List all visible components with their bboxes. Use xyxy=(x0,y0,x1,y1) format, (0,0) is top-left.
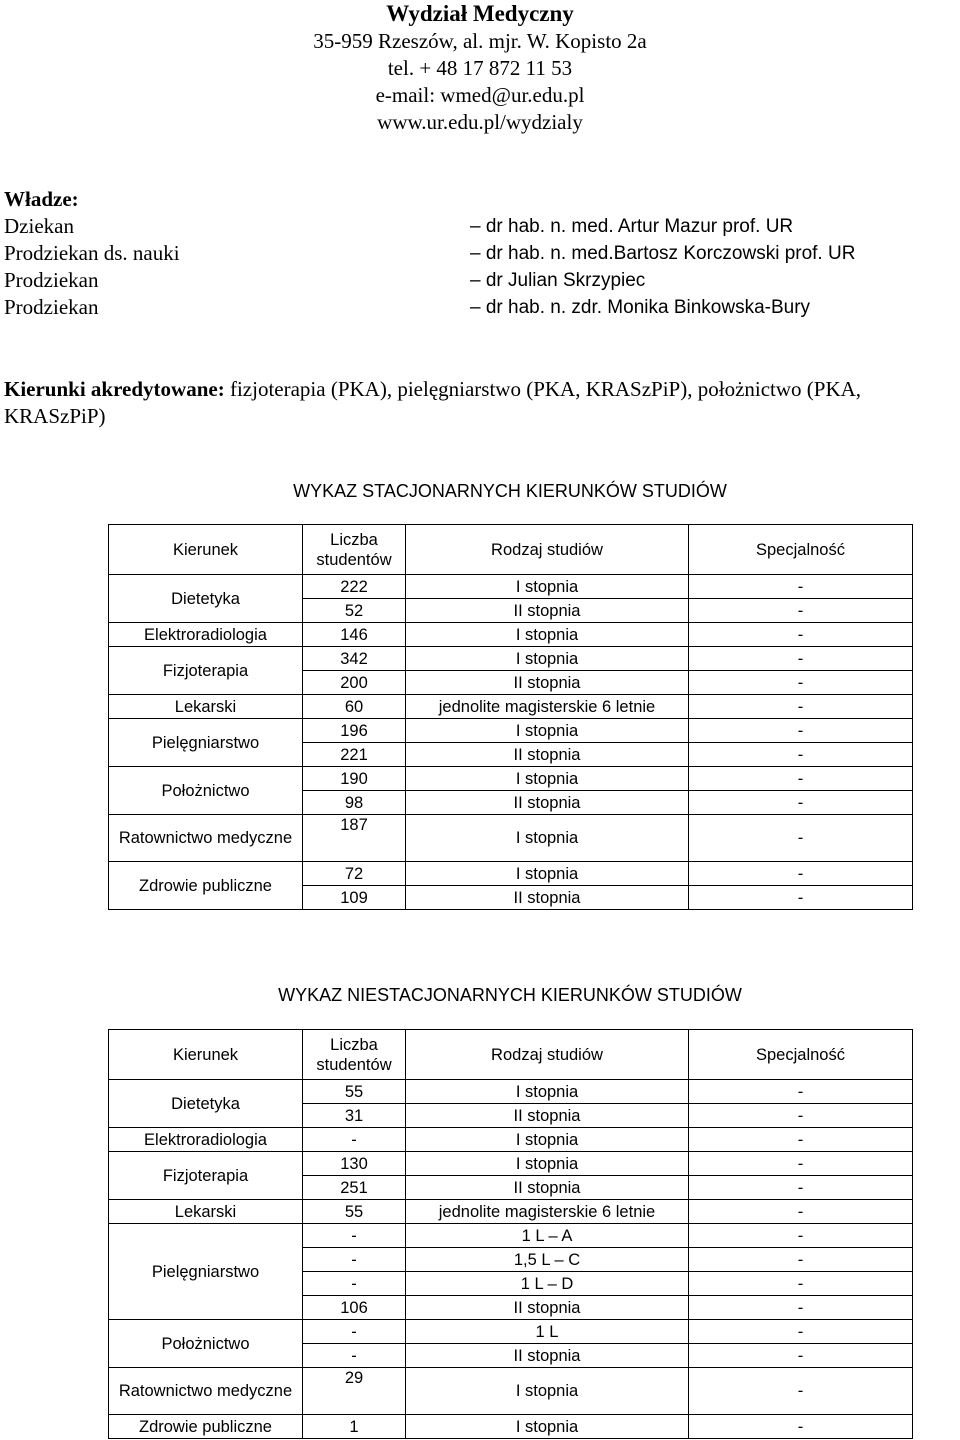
student-count-cell: 187 xyxy=(303,815,406,862)
specialty-cell: - xyxy=(689,1296,913,1320)
program-name-cell: Zdrowie publiczne xyxy=(109,1415,303,1439)
program-name-cell: Dietetyka xyxy=(109,575,303,623)
study-type-cell: II stopnia xyxy=(406,1176,689,1200)
stationary-programs-table xyxy=(108,524,913,910)
authority-name: – dr Julian Skrzypiec xyxy=(470,270,646,291)
student-count-cell: 251 xyxy=(303,1176,406,1200)
specialty-cell: - xyxy=(689,1104,913,1128)
specialty-cell: - xyxy=(689,743,913,767)
table-row xyxy=(109,575,913,599)
student-count-cell: - xyxy=(303,1344,406,1368)
student-count-cell: - xyxy=(303,1272,406,1296)
authorities-section xyxy=(4,186,954,321)
column-header-kierunek: Kierunek xyxy=(109,1030,303,1080)
accredited-text: fizjoterapia (PKA), pielęgniarstwo (PKA, KRASzPiP), położnictwo (PKA, KRASzPiP) xyxy=(4,377,862,428)
faculty-phone: tel. + 48 17 872 11 53 xyxy=(387,56,573,80)
accredited-label: Kierunki akredytowane: xyxy=(4,377,225,401)
student-count-cell: 1 xyxy=(303,1415,406,1439)
student-count-cell: 106 xyxy=(303,1296,406,1320)
program-name-cell: Fizjoterapia xyxy=(109,647,303,695)
student-count-cell: 146 xyxy=(303,623,406,647)
study-type-cell: II stopnia xyxy=(406,1296,689,1320)
specialty-cell: - xyxy=(689,695,913,719)
authority-name: – dr hab. n. med. Artur Mazur prof. UR xyxy=(470,216,794,237)
authority-role: Prodziekan xyxy=(4,268,99,292)
study-type-cell: II stopnia xyxy=(406,671,689,695)
table-row xyxy=(109,1320,913,1344)
study-type-cell: II stopnia xyxy=(406,1344,689,1368)
specialty-cell: - xyxy=(689,1320,913,1344)
column-header-specjalnosc: Specjalność xyxy=(689,1030,913,1080)
study-type-cell: II stopnia xyxy=(406,886,689,910)
study-type-cell: I stopnia xyxy=(406,719,689,743)
specialty-cell: - xyxy=(689,1415,913,1439)
student-count-cell: 55 xyxy=(303,1200,406,1224)
student-count-cell: - xyxy=(303,1248,406,1272)
table-header-row xyxy=(109,1030,913,1080)
table-row xyxy=(109,1368,913,1415)
stationary-table-title: WYKAZ STACJONARNYCH KIERUNKÓW STUDIÓW xyxy=(293,481,727,501)
student-count-cell: 60 xyxy=(303,695,406,719)
study-type-cell: II stopnia xyxy=(406,599,689,623)
table-row xyxy=(109,695,913,719)
table-row xyxy=(109,767,913,791)
program-name-cell: Położnictwo xyxy=(109,1320,303,1368)
specialty-cell: - xyxy=(689,1248,913,1272)
study-type-cell: I stopnia xyxy=(406,1128,689,1152)
student-count-cell: 221 xyxy=(303,743,406,767)
study-type-cell: II stopnia xyxy=(406,743,689,767)
student-count-cell: - xyxy=(303,1128,406,1152)
table-row xyxy=(109,647,913,671)
column-header-rodzaj: Rodzaj studiów xyxy=(406,525,689,575)
program-name-cell: Pielęgniarstwo xyxy=(109,719,303,767)
program-name-cell: Lekarski xyxy=(109,695,303,719)
specialty-cell: - xyxy=(689,623,913,647)
table-row xyxy=(109,1128,913,1152)
table-row xyxy=(109,1415,913,1439)
student-count-cell: 190 xyxy=(303,767,406,791)
student-count-cell: 29 xyxy=(303,1368,406,1415)
study-type-cell: I stopnia xyxy=(406,623,689,647)
student-count-cell: 52 xyxy=(303,599,406,623)
specialty-cell: - xyxy=(689,599,913,623)
study-type-cell: I stopnia xyxy=(406,575,689,599)
specialty-cell: - xyxy=(689,862,913,886)
column-header-liczba: Liczba studentów xyxy=(303,525,406,575)
study-type-cell: I stopnia xyxy=(406,647,689,671)
study-type-cell: 1 L – D xyxy=(406,1272,689,1296)
program-name-cell: Fizjoterapia xyxy=(109,1152,303,1200)
table-row xyxy=(109,1224,913,1248)
study-type-cell: 1,5 L – C xyxy=(406,1248,689,1272)
faculty-email: e-mail: wmed@ur.edu.pl xyxy=(375,83,585,107)
student-count-cell: 196 xyxy=(303,719,406,743)
specialty-cell: - xyxy=(689,1152,913,1176)
specialty-cell: - xyxy=(689,671,913,695)
study-type-cell: I stopnia xyxy=(406,1415,689,1439)
authority-role: Prodziekan ds. nauki xyxy=(4,241,180,265)
table-row xyxy=(109,1080,913,1104)
specialty-cell: - xyxy=(689,575,913,599)
specialty-cell: - xyxy=(689,1344,913,1368)
study-type-cell: I stopnia xyxy=(406,815,689,862)
specialty-cell: - xyxy=(689,1368,913,1415)
table-row xyxy=(109,719,913,743)
specialty-cell: - xyxy=(689,647,913,671)
specialty-cell: - xyxy=(689,886,913,910)
student-count-cell: - xyxy=(303,1224,406,1248)
faculty-address: 35-959 Rzeszów, al. mjr. W. Kopisto 2a xyxy=(313,29,647,53)
table-row xyxy=(109,862,913,886)
specialty-cell: - xyxy=(689,767,913,791)
study-type-cell: II stopnia xyxy=(406,1104,689,1128)
nonstationary-programs-table xyxy=(108,1029,913,1439)
student-count-cell: 109 xyxy=(303,886,406,910)
study-type-cell: I stopnia xyxy=(406,1368,689,1415)
study-type-cell: I stopnia xyxy=(406,862,689,886)
column-header-specjalnosc: Specjalność xyxy=(689,525,913,575)
study-type-cell: 1 L xyxy=(406,1320,689,1344)
specialty-cell: - xyxy=(689,1224,913,1248)
authority-role: Dziekan xyxy=(4,214,74,238)
program-name-cell: Lekarski xyxy=(109,1200,303,1224)
table-row xyxy=(109,1200,913,1224)
student-count-cell: 222 xyxy=(303,575,406,599)
program-name-cell: Zdrowie publiczne xyxy=(109,862,303,910)
authority-row xyxy=(4,267,954,294)
study-type-cell: I stopnia xyxy=(406,1152,689,1176)
study-type-cell: jednolite magisterskie 6 letnie xyxy=(406,695,689,719)
program-name-cell: Położnictwo xyxy=(109,767,303,815)
student-count-cell: 342 xyxy=(303,647,406,671)
specialty-cell: - xyxy=(689,1080,913,1104)
table-row xyxy=(109,1152,913,1176)
authority-row xyxy=(4,294,954,321)
accredited-programs xyxy=(4,376,956,430)
faculty-header xyxy=(0,0,960,136)
authority-name: – dr hab. n. med.Bartosz Korczowski prof. UR xyxy=(470,243,856,264)
column-header-liczba: Liczba studentów xyxy=(303,1030,406,1080)
study-type-cell: 1 L – A xyxy=(406,1224,689,1248)
program-name-cell: Elektroradiologia xyxy=(109,1128,303,1152)
program-name-cell: Ratownictwo medyczne xyxy=(109,1368,303,1415)
specialty-cell: - xyxy=(689,815,913,862)
program-name-cell: Ratownictwo medyczne xyxy=(109,815,303,862)
column-header-rodzaj: Rodzaj studiów xyxy=(406,1030,689,1080)
student-count-cell: 98 xyxy=(303,791,406,815)
table-row xyxy=(109,815,913,862)
authority-name: – dr hab. n. zdr. Monika Binkowska-Bury xyxy=(470,297,811,318)
authority-role: Prodziekan xyxy=(4,295,99,319)
authority-row xyxy=(4,240,954,267)
student-count-cell: 55 xyxy=(303,1080,406,1104)
specialty-cell: - xyxy=(689,1272,913,1296)
study-type-cell: jednolite magisterskie 6 letnie xyxy=(406,1200,689,1224)
nonstationary-table-title: WYKAZ NIESTACJONARNYCH KIERUNKÓW STUDIÓW xyxy=(278,985,742,1005)
column-header-kierunek: Kierunek xyxy=(109,525,303,575)
program-name-cell: Dietetyka xyxy=(109,1080,303,1128)
faculty-website: www.ur.edu.pl/wydzialy xyxy=(377,110,583,134)
specialty-cell: - xyxy=(689,791,913,815)
table-header-row xyxy=(109,525,913,575)
study-type-cell: I stopnia xyxy=(406,1080,689,1104)
student-count-cell: 72 xyxy=(303,862,406,886)
faculty-title: Wydział Medyczny xyxy=(386,1,574,26)
table-row xyxy=(109,623,913,647)
student-count-cell: 130 xyxy=(303,1152,406,1176)
specialty-cell: - xyxy=(689,719,913,743)
study-type-cell: II stopnia xyxy=(406,791,689,815)
authorities-heading: Władze: xyxy=(4,187,79,211)
specialty-cell: - xyxy=(689,1128,913,1152)
student-count-cell: 200 xyxy=(303,671,406,695)
specialty-cell: - xyxy=(689,1176,913,1200)
study-type-cell: I stopnia xyxy=(406,767,689,791)
authority-row xyxy=(4,213,954,240)
program-name-cell: Elektroradiologia xyxy=(109,623,303,647)
specialty-cell: - xyxy=(689,1200,913,1224)
student-count-cell: - xyxy=(303,1320,406,1344)
program-name-cell: Pielęgniarstwo xyxy=(109,1224,303,1320)
student-count-cell: 31 xyxy=(303,1104,406,1128)
